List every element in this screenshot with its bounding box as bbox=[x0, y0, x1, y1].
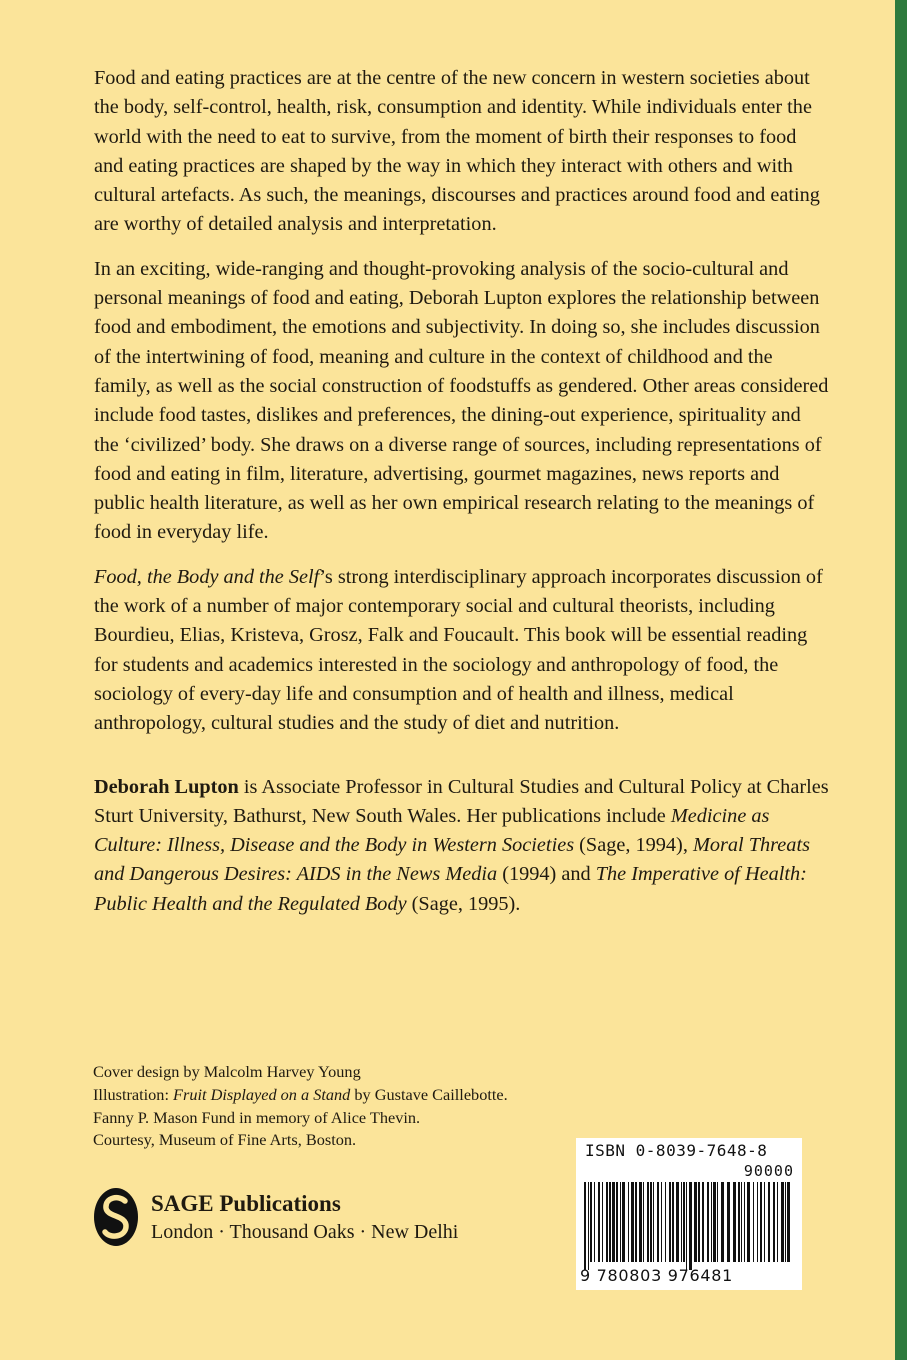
barcode-bar bbox=[598, 1182, 600, 1262]
barcode-bar bbox=[609, 1182, 611, 1262]
barcode-bar bbox=[584, 1182, 586, 1270]
barcode-bar bbox=[711, 1182, 712, 1262]
courtesy-credit: Courtesy, Museum of Fine Arts, Boston. bbox=[93, 1130, 357, 1150]
author-bio-text: is Associate Professor in Cultural Studies and Cultural Policy at Charles Sturt University, Bathurst, New South Wales. Her publications include bbox=[94, 775, 829, 827]
barcode-bar bbox=[702, 1182, 704, 1262]
author-name: Deborah Lupton bbox=[94, 775, 239, 798]
barcode-bar bbox=[653, 1182, 654, 1262]
barcode-bar bbox=[777, 1182, 778, 1262]
author-bio-text: (Sage, 1995). bbox=[406, 892, 521, 915]
barcode-bar bbox=[639, 1182, 642, 1262]
ean-number: 9 780803 976481 bbox=[580, 1266, 734, 1285]
book-title-reference: Food, the Body and the Self bbox=[94, 565, 320, 588]
fund-credit: Fanny P. Mason Fund in memory of Alice Thevin. bbox=[93, 1107, 421, 1127]
publisher-name: SAGE Publications bbox=[151, 1191, 341, 1216]
book-title-3: The Imperative of Health: Public Health and the Regulated Body bbox=[94, 863, 807, 915]
barcode-bar bbox=[635, 1182, 637, 1262]
barcode-bar bbox=[787, 1182, 790, 1262]
illustration-prefix: Illustration: bbox=[93, 1084, 174, 1104]
barcode-bar bbox=[757, 1182, 758, 1262]
barcode-bar bbox=[665, 1182, 666, 1262]
illustration-title: Fruit Displayed on a Stand bbox=[173, 1084, 351, 1104]
barcode-bar bbox=[612, 1182, 615, 1262]
spine-edge-strip bbox=[895, 0, 907, 1360]
cover-design-credit: Cover design by Malcolm Harvey Young bbox=[93, 1062, 361, 1081]
description-paragraph-3 bbox=[94, 563, 830, 739]
barcode-bar bbox=[738, 1182, 740, 1262]
barcode-bar bbox=[768, 1182, 770, 1262]
barcode-bar bbox=[606, 1182, 608, 1262]
back-cover-description bbox=[94, 64, 830, 934]
isbn-number: ISBN 0-8039-7648-8 bbox=[585, 1141, 768, 1160]
barcode-bar bbox=[647, 1182, 649, 1262]
cover-credits bbox=[93, 1061, 633, 1152]
barcode-bar bbox=[698, 1182, 700, 1262]
barcode-bar bbox=[773, 1182, 775, 1262]
barcode-bar bbox=[741, 1182, 742, 1262]
author-bio bbox=[94, 773, 830, 919]
price-code: 90000 bbox=[743, 1162, 794, 1180]
isbn-barcode bbox=[576, 1138, 802, 1290]
barcode-bar bbox=[672, 1182, 674, 1262]
barcode-bar bbox=[760, 1182, 762, 1262]
book-title-2: Moral Threats and Dangerous Desires: AIDS in the News Media bbox=[94, 834, 810, 886]
barcode-bar bbox=[631, 1182, 634, 1262]
barcode-bar bbox=[747, 1182, 750, 1262]
illustration-suffix: by Gustave Caillebotte. bbox=[350, 1084, 508, 1104]
sage-logo-icon bbox=[92, 1186, 140, 1248]
barcode-bar bbox=[669, 1182, 671, 1262]
barcode-bar bbox=[602, 1182, 603, 1262]
barcode-bar bbox=[694, 1182, 697, 1262]
barcode-bar bbox=[727, 1182, 730, 1262]
barcode-bar bbox=[744, 1182, 745, 1262]
barcode-bar bbox=[588, 1182, 589, 1270]
publisher-cities: London · Thousand Oaks · New Delhi bbox=[151, 1221, 459, 1243]
barcode-bars bbox=[584, 1182, 796, 1270]
barcode-bar bbox=[628, 1182, 629, 1262]
barcode-bar bbox=[686, 1182, 687, 1270]
description-paragraph-1: Food and eating practices are at the centre of the new concern in western societies about the body, self-control, health, risk, consumption and identity. While individuals enter the world with the need to eat to survive, from the moment of birth their responses to food and eating practices are shaped by the way in which they interact with others and with cultural artefacts. As such, the meanings, discourses and practices around food and eating are worthy of detailed analysis and interpretation. bbox=[94, 67, 820, 236]
barcode-bar bbox=[622, 1182, 625, 1262]
barcode-bar bbox=[650, 1182, 652, 1262]
author-bio-text: (1994) and bbox=[497, 863, 596, 886]
barcode-bar bbox=[594, 1182, 595, 1262]
barcode-bar bbox=[661, 1182, 662, 1262]
barcode-bar bbox=[683, 1182, 685, 1262]
barcode-bar bbox=[643, 1182, 644, 1262]
barcode-bar bbox=[713, 1182, 716, 1262]
description-paragraph-2: In an exciting, wide-ranging and thought-provoking analysis of the socio-cultural and personal meanings of food and eating, Deborah Lupton explores the relationship between food and embodiment, the emotions and subjectivity. In doing so, she includes discussion of the intertwining of food, meaning and culture in the context of childhood and the family, as well as the social construction of foodstuffs as gendered. Other areas considered include food tastes, dislikes and preferences, the dining-out experience, spirituality and the ‘civilized’ body. She draws on a diverse range of sources, including representations of food and eating in film, literature, advertising, gourmet magazines, news reports and public health literature, as well as her own empirical research relating to the meanings of food in everyday life. bbox=[94, 257, 829, 544]
author-bio-text: (Sage, 1994), bbox=[574, 834, 693, 857]
barcode-bar bbox=[781, 1182, 784, 1262]
barcode-bar bbox=[676, 1182, 679, 1262]
barcode-bar bbox=[753, 1182, 754, 1262]
book-title-1: Medicine as Culture: Illness, Disease and the Body in Western Societies bbox=[94, 804, 770, 857]
barcode-bar bbox=[733, 1182, 736, 1262]
barcode-bar bbox=[717, 1182, 718, 1262]
barcode-bar bbox=[721, 1182, 724, 1262]
barcode-bar bbox=[689, 1182, 692, 1270]
barcode-bar bbox=[616, 1182, 618, 1262]
barcode-bar bbox=[707, 1182, 709, 1262]
illustration-credit bbox=[93, 1084, 633, 1107]
barcode-bar bbox=[590, 1182, 592, 1262]
barcode-bar bbox=[681, 1182, 682, 1262]
barcode-bar bbox=[785, 1182, 786, 1262]
barcode-bar bbox=[764, 1182, 765, 1262]
barcode-bar bbox=[620, 1182, 621, 1262]
barcode-bar bbox=[657, 1182, 659, 1262]
description-paragraph-3-text: ’s strong interdisciplinary approach incorporates discussion of the work of a number of major contemporary social and cultural theorists, including Bourdieu, Elias, Kristeva, Grosz, Falk and Foucault. This book will be essential reading for students and academics interested in the sociology and anthropology of food, the sociology of every-day life and consumption and of health and illness, medical anthropology, cultural studies and the study of diet and nutrition. bbox=[94, 565, 823, 735]
